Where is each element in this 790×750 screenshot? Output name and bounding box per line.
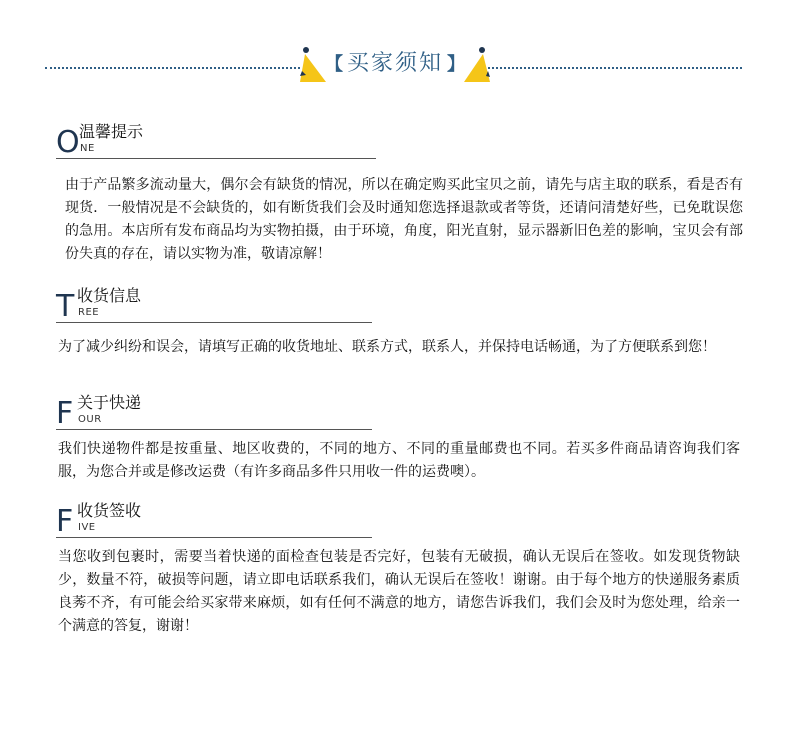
section-body: 我们快递物件都是按重量、地区收费的，不同的地方、不同的重量邮费也不同。若买多件商品请咨询我们客服，为您合并或是修改运费（有许多商品多件只用收一件的运费噢）。 bbox=[58, 441, 740, 480]
section-title: 关于快递 bbox=[77, 393, 142, 412]
section-heading bbox=[56, 124, 376, 159]
dotted-divider-right bbox=[488, 67, 742, 69]
section-heading bbox=[56, 395, 372, 430]
title-text: 买家须知 bbox=[346, 51, 443, 76]
section-title: 温馨提示 bbox=[79, 122, 144, 141]
title-bracket-left: 【 bbox=[324, 54, 343, 75]
section-body: 为了减少纠纷和误会，请填写正确的收货地址、联系方式，联系人，并保持电话畅通，为了方便联系到您！ bbox=[58, 339, 716, 355]
section-big-letter: O bbox=[56, 125, 80, 160]
dotted-divider-left bbox=[45, 67, 300, 69]
section-body: 由于产品繁多流动量大，偶尔会有缺货的情况，所以在确定购买此宝贝之前，请先与店主取的联系，看是否有现货．一般情况是不会缺货的，如有断货我们会及时通知您选择退款或者等货，还请问清楚好些，已免耽误您的急用。本店所有发布商品均为实物拍摄，由于环境，角度，阳光直射，显示器新旧色差的影响，宝贝会有部份失真的存在，请以实物为准，敬请凉解！ bbox=[65, 177, 743, 262]
section-title: 收货信息 bbox=[77, 286, 142, 305]
section-big-letter: F bbox=[56, 504, 74, 539]
page-header bbox=[0, 0, 790, 110]
section-english-suffix: REE bbox=[78, 307, 100, 318]
title-bracket-right: 】 bbox=[447, 54, 465, 75]
section-heading bbox=[56, 503, 372, 538]
section-english-suffix: OUR bbox=[78, 414, 102, 425]
section-english-suffix: NE bbox=[80, 143, 95, 154]
section-body: 当您收到包裹时，需要当着快递的面检查包装是否完好，包装有无破损，确认无误后在签收。如发现货物缺少，数量不符，破损等问题，请立即电话联系我们，确认无误后在签收！谢谢。由于每个地方的快递服务素质良莠不齐，有可能会给买家带来麻烦，如有任何不满意的地方，请您告诉我们，我们会及时为您处理，给亲一个满意的答复，谢谢！ bbox=[58, 549, 740, 634]
section-english-suffix: IVE bbox=[78, 522, 96, 533]
section-heading bbox=[56, 288, 372, 323]
page-title bbox=[300, 44, 490, 84]
section-title: 收货签收 bbox=[77, 501, 142, 520]
section-big-letter: T bbox=[56, 289, 75, 324]
section-big-letter: F bbox=[56, 396, 74, 431]
